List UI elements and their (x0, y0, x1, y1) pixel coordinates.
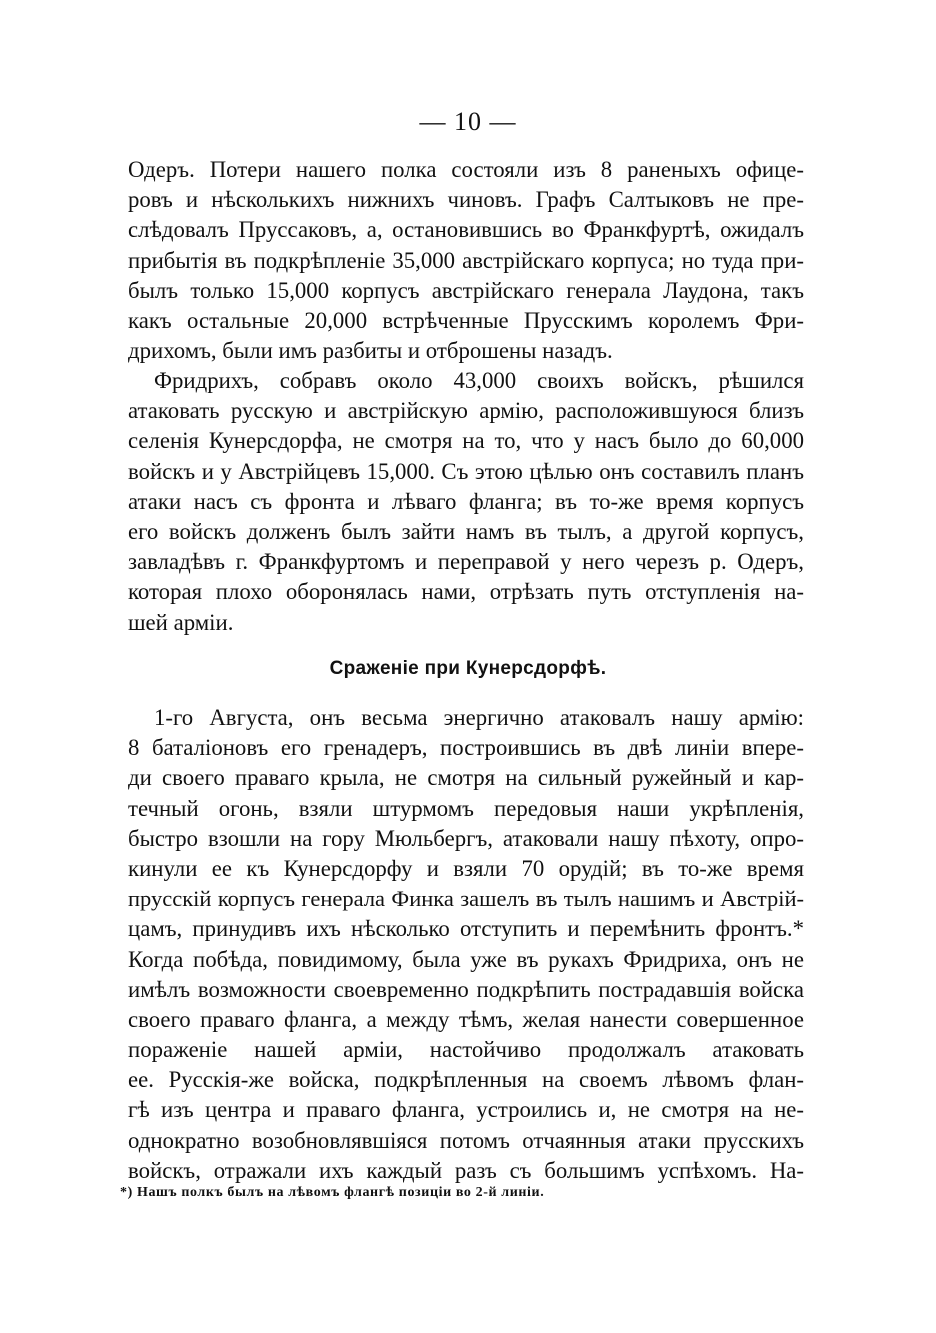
text-line: селенія Кунерсдорфа, не смотря на то, что у насъ было до 60,000 (128, 428, 804, 454)
text-line: своего праваго фланга, а между тѣмъ, желая нанести совершенное (128, 1006, 804, 1032)
text-line: 8 баталіоновъ его гренадеръ, построившись въ двѣ линіи впере- (128, 735, 804, 761)
text-line: ди своего праваго крыла, не смотря на сильный ружейный и кар- (128, 765, 804, 791)
text-line: ее. Русскія-же войска, подкрѣпленныя на своемъ лѣвомъ флан- (128, 1067, 804, 1093)
text-line: прибытія въ подкрѣпленіе 35,000 австрійскаго корпуса; но туда при- (128, 247, 804, 273)
text-line: его войскъ долженъ былъ зайти намъ въ тылъ, а другой корпусъ, (128, 518, 804, 544)
text-line: шей арміи. (128, 609, 234, 635)
text-line: былъ только 15,000 корпусъ австрійскаго генерала Лаудона, такъ (128, 277, 804, 303)
text-line: Фридрихъ, собравъ около 43,000 своихъ войскъ, рѣшился (154, 368, 804, 393)
text-line: которая плохо оборонялась нами, отрѣзать путь отступленія на- (128, 579, 804, 605)
paragraph-2 (128, 366, 804, 638)
page-number: — 10 — (419, 107, 517, 136)
text-line: войскъ, отражали ихъ каждый разъ съ большимъ успѣхомъ. На- (128, 1157, 804, 1183)
text-line: атаковать русскую и австрійскую армію, расположившуюся близъ (128, 398, 804, 424)
paragraph-3 (128, 703, 804, 1186)
text-line: завладѣвъ г. Франкфуртомъ и переправой у него черезъ р. Одеръ, (128, 549, 804, 575)
text-line: кинули ее къ Кунерсдорфу и взяли 70 орудій; въ то-же время (128, 855, 804, 881)
text-line: дрихомъ, были имъ разбиты и отброшены назадъ. (128, 338, 613, 364)
text-line: слѣдовалъ Пруссаковъ, а, остановившись во Франкфуртѣ, ожидалъ (128, 217, 804, 243)
text-line: быстро взошли на гору Мюльбергъ, атаковали нашу пѣхоту, опро- (128, 825, 804, 851)
text-line: прусскій корпусъ генерала Финка зашелъ въ тылъ нашимъ и Австрій- (128, 886, 804, 912)
text-line: Когда побѣда, повидимому, была уже въ рукахъ Фридриха, онъ не (128, 946, 804, 972)
text-line: ровъ и нѣсколькихъ нижнихъ чиновъ. Графъ Салтыковъ не пре- (128, 187, 804, 213)
text-line: имѣлъ возможности своевременно подкрѣпить пострадавшія войска (128, 976, 804, 1002)
text-line: цамъ, принудивъ ихъ нѣсколько отступить и перемѣнить фронтъ.* (128, 916, 804, 942)
text-line: течный огонь, взяли штурмомъ передовыя наши укрѣпленія, (128, 795, 804, 821)
paragraph-1 (128, 155, 804, 366)
text-line: Одеръ. Потери нашего полка состояли изъ 8 раненыхъ офице- (128, 157, 804, 182)
section-heading: Сраженіе при Кунерсдорфѣ. (329, 658, 607, 679)
text-line: 1-го Августа, онъ весьма энергично атаковалъ нашу армію: (154, 705, 804, 730)
text-line: однократно возобновлявшіяся потомъ отчаянныя атаки прусскихъ (128, 1127, 804, 1153)
text-line: пораженіе нашей арміи, настойчиво продолжалъ атаковать (128, 1037, 804, 1063)
footnote: *) Нашъ полкъ былъ на лѣвомъ флангѣ позиціи во 2-й линіи. (120, 1185, 545, 1200)
text-line: войскъ и у Австрійцевъ 15,000. Съ этою цѣлью онъ составилъ планъ (128, 458, 804, 484)
text-line: какъ остальные 20,000 встрѣченные Прусскимъ королемъ Фри- (128, 307, 804, 333)
text-line: гѣ изъ центра и праваго фланга, устроились и, не смотря на не- (128, 1097, 804, 1123)
text-line: атаки насъ съ фронта и лѣваго фланга; въ то-же время корпусъ (128, 488, 804, 514)
